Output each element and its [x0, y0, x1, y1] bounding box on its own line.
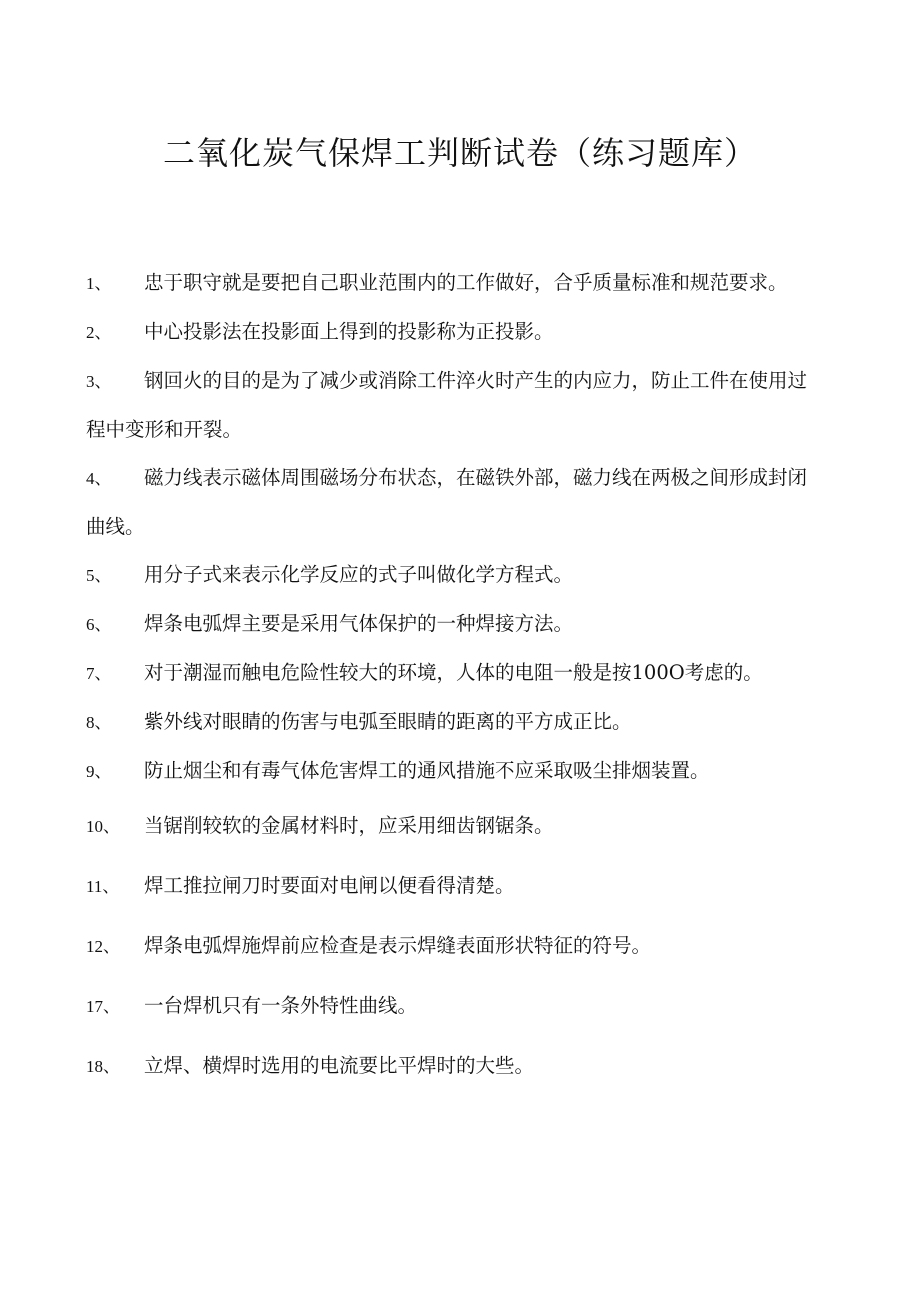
question-text: 焊工推拉闸刀时要面对电闸以便看得清楚。	[144, 874, 515, 897]
question-number: 1、	[86, 274, 112, 293]
question-number: 12、	[86, 937, 120, 956]
question-text: 中心投影法在投影面上得到的投影称为正投影。	[144, 320, 554, 343]
question-item	[86, 308, 822, 357]
question-item	[86, 357, 822, 454]
question-list	[86, 259, 822, 1096]
question-number: 7、	[86, 664, 112, 683]
question-number: 18、	[86, 1057, 120, 1076]
question-text: 一台焊机只有一条外特性曲线。	[144, 994, 418, 1017]
question-item	[86, 551, 822, 600]
question-number: 17、	[86, 997, 120, 1016]
question-number: 8、	[86, 713, 112, 732]
question-item	[86, 976, 822, 1036]
question-text: 焊条电弧焊施焊前应检查是表示焊缝表面形状特征的符号。	[144, 934, 652, 957]
question-item	[86, 1036, 822, 1096]
question-item	[86, 916, 822, 976]
question-text: 当锯削较软的金属材料时，应采用细齿钢锯条。	[144, 814, 554, 837]
question-text: 钢回火的目的是为了减少或消除工件淬火时产生的内应力，防止工件在使用过程中变形和开裂。	[86, 369, 808, 441]
page-title: 二氧化炭气保焊工判断试卷（练习题库）	[162, 134, 757, 172]
question-text: 忠于职守就是要把自己职业范围内的工作做好，合乎质量标准和规范要求。	[144, 271, 788, 294]
question-text: 磁力线表示磁体周围磁场分布状态，在磁铁外部，磁力线在两极之间形成封闭曲线。	[86, 466, 808, 538]
question-item	[86, 454, 822, 551]
question-item	[86, 698, 822, 747]
question-text: 防止烟尘和有毒气体危害焊工的通风措施不应采取吸尘排烟装置。	[144, 759, 710, 782]
question-number: 2、	[86, 323, 112, 342]
question-item	[86, 600, 822, 649]
question-number: 4、	[86, 469, 112, 488]
question-item	[86, 856, 822, 916]
question-text: 用分子式来表示化学反应的式子叫做化学方程式。	[144, 563, 574, 586]
question-item	[86, 649, 822, 698]
question-number: 5、	[86, 566, 112, 585]
question-number: 10、	[86, 817, 120, 836]
question-item	[86, 259, 822, 308]
question-item	[86, 747, 822, 796]
question-item	[86, 796, 822, 856]
question-number: 9、	[86, 762, 112, 781]
question-number: 3、	[86, 372, 112, 391]
question-text: 立焊、横焊时选用的电流要比平焊时的大些。	[144, 1054, 535, 1077]
question-text: 紫外线对眼睛的伤害与电弧至眼睛的距离的平方成正比。	[144, 710, 632, 733]
question-number: 6、	[86, 615, 112, 634]
question-text: 焊条电弧焊主要是采用气体保护的一种焊接方法。	[144, 612, 574, 635]
question-number: 11、	[86, 877, 120, 896]
question-text: 对于潮湿而触电危险性较大的环境，人体的电阻一般是按100O考虑的。	[144, 661, 763, 684]
